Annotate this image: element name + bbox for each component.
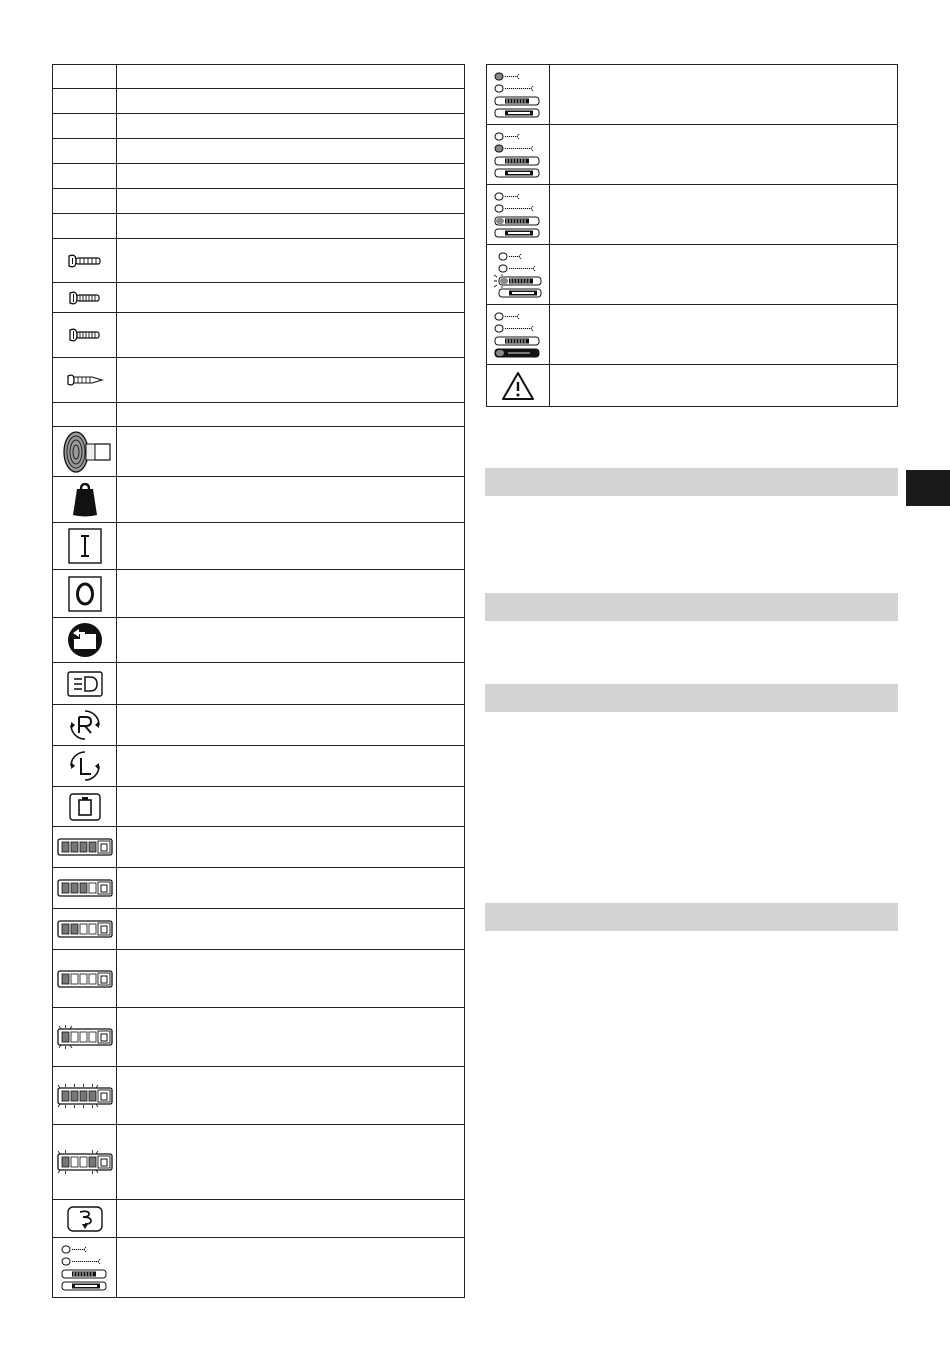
symbol-cell	[53, 477, 117, 523]
symbol-description	[117, 214, 465, 239]
table-row	[53, 214, 465, 239]
symbol-description	[117, 705, 465, 746]
table-row	[53, 139, 465, 164]
mode-lamp-1-icon	[493, 70, 543, 120]
table-row	[53, 358, 465, 403]
symbol-description	[117, 1200, 465, 1238]
symbol-cell	[487, 245, 550, 305]
battery-icon	[69, 793, 101, 821]
table-row	[53, 950, 465, 1008]
table-row	[53, 663, 465, 705]
table-row	[53, 89, 465, 114]
symbol-cell	[487, 365, 550, 407]
table-row	[53, 477, 465, 523]
symbol-cell	[53, 618, 117, 663]
battery-alternating-blinking-icon	[56, 1149, 114, 1175]
symbol-description	[117, 65, 465, 89]
symbol-cell	[53, 283, 117, 313]
table-row	[487, 125, 898, 185]
table-row	[53, 1067, 465, 1125]
switch-on-icon	[68, 528, 102, 564]
battery-level-4-icon	[57, 838, 113, 856]
symbol-description	[550, 305, 898, 365]
symbol-description	[117, 403, 465, 427]
symbol-cell	[53, 1200, 117, 1238]
table-row	[53, 827, 465, 868]
symbol-description	[117, 663, 465, 705]
section-header-bar	[485, 903, 898, 931]
table-row	[53, 705, 465, 746]
symbol-description	[550, 185, 898, 245]
symbol-description	[117, 868, 465, 909]
rotation-right-icon	[68, 708, 102, 742]
mode-lamp-4-icon	[493, 310, 543, 360]
symbol-description	[117, 523, 465, 570]
self-tapping-screw-icon	[66, 373, 104, 387]
symbol-cell	[53, 868, 117, 909]
symbol-description	[550, 125, 898, 185]
machine-screw-icon	[67, 253, 103, 269]
symbol-description	[117, 164, 465, 189]
symbol-cell	[53, 89, 117, 114]
table-row	[487, 305, 898, 365]
table-row	[53, 746, 465, 787]
bolt-icon	[68, 290, 102, 306]
symbol-description	[117, 1008, 465, 1067]
symbol-cell	[53, 239, 117, 283]
table-row	[53, 1200, 465, 1238]
symbol-cell	[53, 523, 117, 570]
symbol-cell	[53, 1067, 117, 1125]
symbol-cell	[53, 189, 117, 214]
symbol-description	[117, 1238, 465, 1298]
symbol-description	[117, 827, 465, 868]
table-row	[53, 868, 465, 909]
symbol-description	[117, 427, 465, 477]
table-row	[53, 403, 465, 427]
rotation-left-icon	[68, 749, 102, 783]
mode-lamp-3-icon	[493, 190, 543, 240]
symbol-cell	[53, 746, 117, 787]
symbol-cell	[53, 427, 117, 477]
symbol-cell	[53, 950, 117, 1008]
symbol-cell	[53, 358, 117, 403]
section-header-bar	[485, 684, 898, 712]
symbol-description	[117, 1125, 465, 1200]
table-row	[53, 1008, 465, 1067]
battery-level-2-icon	[57, 920, 113, 938]
impact-mode-icon	[67, 1206, 103, 1232]
symbol-description	[117, 477, 465, 523]
symbol-cell	[53, 214, 117, 239]
table-row	[487, 185, 898, 245]
symbol-cell	[53, 164, 117, 189]
switch-off-icon	[68, 576, 102, 612]
symbol-cell	[53, 663, 117, 705]
table-row	[53, 1238, 465, 1298]
table-row	[53, 65, 465, 89]
symbol-description	[117, 1067, 465, 1125]
table-row	[53, 618, 465, 663]
table-row	[53, 239, 465, 283]
table-row	[53, 313, 465, 358]
symbol-cell	[53, 139, 117, 164]
symbol-cell	[53, 909, 117, 950]
symbol-description	[117, 570, 465, 618]
symbol-cell	[53, 403, 117, 427]
symbol-description	[117, 283, 465, 313]
warning-icon	[501, 371, 535, 401]
battery-level-1-icon	[57, 970, 113, 988]
symbol-description	[117, 618, 465, 663]
symbol-description	[117, 89, 465, 114]
symbol-cell	[487, 125, 550, 185]
symbol-table-right	[486, 64, 898, 407]
table-row	[53, 189, 465, 214]
high-tensile-bolt-icon	[68, 327, 102, 343]
torque-mode-selector-icon	[60, 1243, 110, 1293]
symbol-cell	[53, 313, 117, 358]
table-row	[487, 65, 898, 125]
symbol-description	[117, 189, 465, 214]
table-row	[53, 164, 465, 189]
symbol-description	[117, 139, 465, 164]
symbol-description	[550, 245, 898, 305]
symbol-cell	[53, 570, 117, 618]
symbol-description	[117, 950, 465, 1008]
symbol-cell	[53, 787, 117, 827]
light-icon	[67, 671, 103, 697]
symbol-cell	[53, 114, 117, 139]
table-row	[53, 427, 465, 477]
symbol-description	[117, 114, 465, 139]
symbol-description	[117, 787, 465, 827]
symbol-cell	[487, 65, 550, 125]
symbol-cell	[53, 1125, 117, 1200]
table-row	[53, 787, 465, 827]
table-row	[53, 909, 465, 950]
table-row	[487, 245, 898, 305]
section-header-bar	[485, 468, 898, 496]
battery-level-3-icon	[57, 879, 113, 897]
symbol-description	[117, 239, 465, 283]
symbol-description	[550, 65, 898, 125]
symbol-table-left	[52, 64, 465, 1298]
table-row	[53, 523, 465, 570]
table-row	[487, 365, 898, 407]
section-header-bar	[485, 593, 898, 621]
symbol-description	[117, 313, 465, 358]
symbol-description	[117, 909, 465, 950]
table-row	[53, 1125, 465, 1200]
mode-lamp-3-blinking-icon	[493, 250, 543, 300]
table-row	[53, 283, 465, 313]
symbol-description	[117, 746, 465, 787]
symbol-cell	[53, 1238, 117, 1298]
weight-icon	[72, 483, 98, 517]
table-row	[53, 570, 465, 618]
symbol-cell	[487, 185, 550, 245]
language-thumb-tab	[906, 470, 950, 506]
mode-lamp-2-icon	[493, 130, 543, 180]
symbol-cell	[53, 1008, 117, 1067]
symbol-cell	[487, 305, 550, 365]
symbol-description	[550, 365, 898, 407]
socket-sleeve-icon	[56, 430, 114, 474]
symbol-cell	[53, 705, 117, 746]
symbol-description	[117, 358, 465, 403]
symbol-cell	[53, 65, 117, 89]
disconnect-battery-icon	[67, 622, 103, 658]
battery-all-blinking-icon	[56, 1083, 114, 1109]
table-row	[53, 114, 465, 139]
battery-level-1-blinking-icon	[56, 1024, 114, 1050]
symbol-cell	[53, 827, 117, 868]
